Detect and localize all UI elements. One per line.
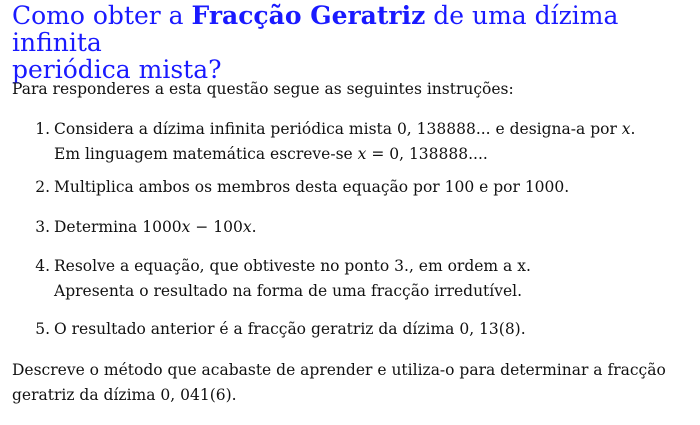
instruction-step-3 — [0, 215, 700, 254]
instruction-step-4 — [0, 254, 700, 317]
step-line-1: Resolve a equação, que obtiveste no ponto 3., em ordem a x. — [54, 257, 531, 275]
step-number: 1. — [35, 120, 50, 138]
title-line-2: periódica mista? — [12, 55, 222, 84]
title-bold-term: Fracção Geratriz — [191, 1, 426, 30]
step-line-1: O resultado anterior é a fracção geratriz da dízima 0, 13(8). — [54, 320, 526, 338]
closing-line-1: Descreve o método que acabaste de aprender e utiliza-o para determinar a fracção — [12, 361, 666, 379]
title-text-end: de uma dízima infinita — [12, 1, 619, 57]
instruction-list — [0, 117, 700, 347]
step-line-2: Em linguagem matemática escreve-se x = 0, 138888.... — [54, 145, 488, 163]
step-number: 5. — [35, 320, 50, 338]
step-number: 2. — [35, 178, 50, 196]
intro-paragraph: Para responderes a esta questão segue as seguintes instruções: — [12, 80, 514, 98]
step-number: 3. — [35, 218, 50, 236]
closing-paragraph — [12, 358, 692, 408]
step-line-1: Determina 1000x − 100x. — [54, 218, 257, 236]
closing-line-2: geratriz da dízima 0, 041(6). — [12, 386, 237, 404]
step-line-1: Multiplica ambos os membros desta equação por 100 e por 1000. — [54, 178, 570, 196]
page-title — [12, 2, 692, 83]
instruction-step-2 — [0, 175, 700, 215]
step-number: 4. — [35, 257, 50, 275]
instruction-step-5 — [0, 317, 700, 347]
step-line-2: Apresenta o resultado na forma de uma fracção irredutível. — [54, 282, 523, 300]
title-text-start: Como obter a — [12, 1, 192, 30]
step-line-1: Considera a dízima infinita periódica mista 0, 138888... e designa-a por x. — [54, 120, 636, 138]
instruction-step-1 — [0, 117, 700, 169]
